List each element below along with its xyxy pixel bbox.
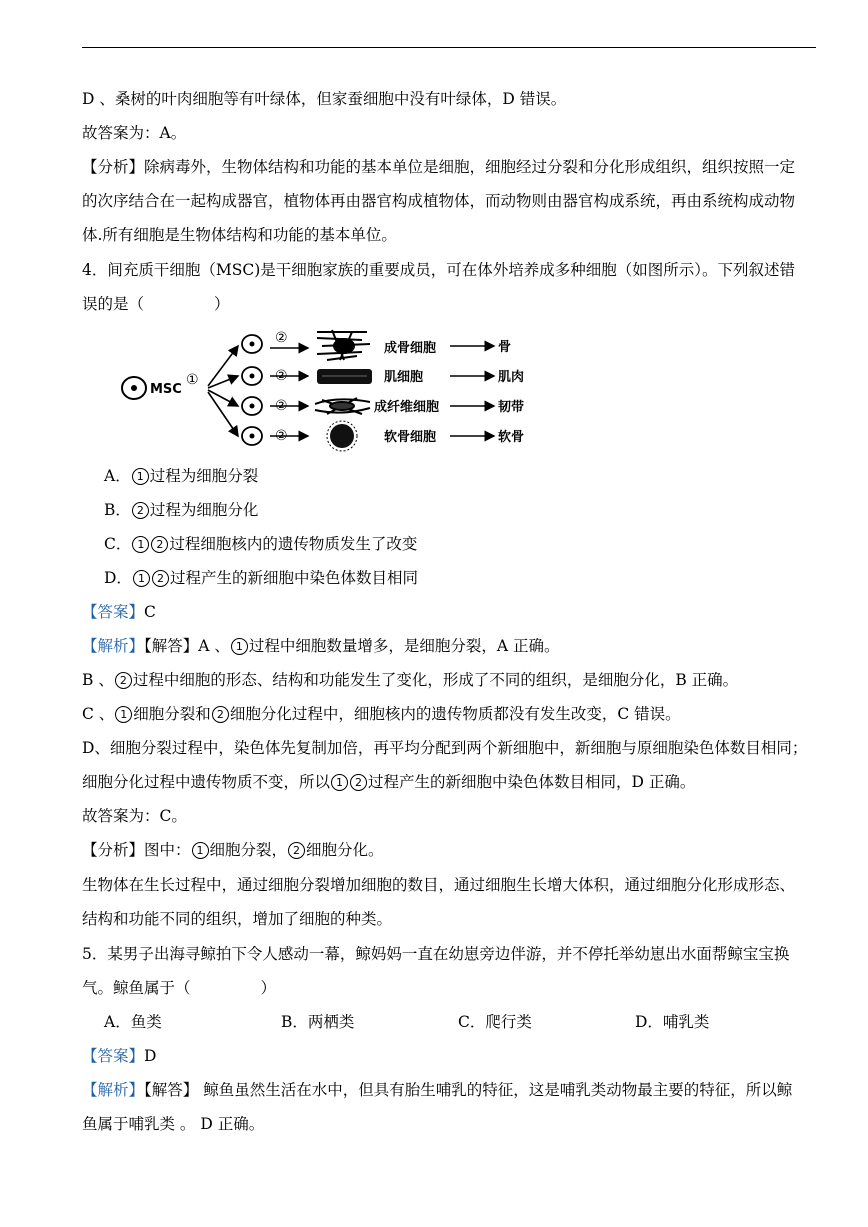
cartilage-cell-image	[327, 421, 357, 451]
answer-line: 【答案】C	[82, 603, 156, 621]
summary-line: 生物体在生长过程中，通过细胞分裂增加细胞的数目，通过细胞生长增大体积，通过细胞分化形成形态、	[82, 876, 796, 894]
text-line: D 、桑树的叶肉细胞等有叶绿体，但家蚕细胞中没有叶绿体，D 错误。	[82, 90, 567, 108]
msc-differentiation-diagram	[112, 326, 562, 454]
header-rule	[82, 47, 816, 48]
analysis-tag: 【分析】	[82, 158, 145, 176]
daughter-nuclei	[250, 342, 255, 439]
final-answer: 故答案为：C。	[82, 807, 187, 825]
analysis-line: 【分析】图中： 1 细胞分裂， 2 细胞分化。	[82, 841, 384, 859]
explanation-line: D、细胞分裂过程中，染色体先复制加倍，再平均分配到两个新细胞中，新细胞与原细胞染色体数目相同；	[82, 739, 808, 757]
question-5-stem: 气。鲸鱼属于（ ）	[82, 979, 277, 997]
product-label: 韧带	[498, 400, 525, 415]
text-line: 体.所有细胞是生物体结构和功能的基本单位。	[82, 226, 397, 244]
option-d: D． 1 2 过程产生的新细胞中染色体数目相同	[104, 569, 418, 587]
step-2-arrows	[270, 348, 308, 436]
msc-cell	[122, 377, 146, 399]
msc-label: MSC	[150, 382, 182, 397]
question-5-options	[104, 1011, 844, 1033]
product-label: 肌肉	[498, 370, 525, 385]
cell-type-label: 成纤维细胞	[374, 400, 440, 415]
option-b: B． 2 过程为细胞分化	[104, 501, 259, 519]
explanation-line: 细胞分化过程中遗传物质不变，所以 1 2 过程产生的新细胞中染色体数目相同，D 正确。	[82, 773, 696, 791]
step-2-label: ②	[275, 330, 288, 346]
step-2-label: ②	[275, 368, 288, 384]
product-label: 软骨	[498, 430, 525, 445]
step-1-label: ①	[186, 372, 199, 388]
cell-type-label: 软骨细胞	[384, 430, 437, 445]
option-a: A． 1 过程为细胞分裂	[104, 467, 259, 485]
text-line: 的次序结合在一起构成器官，植物体再由器官构成植物体，而动物则由器官构成系统，再由系统构成动物	[82, 192, 796, 210]
daughter-cells	[242, 335, 262, 445]
product-label: 骨	[498, 340, 512, 355]
option-c: C． 1 2 过程细胞核内的遗传物质发生了改变	[104, 535, 418, 553]
question-5-stem: 5．某男子出海寻鲸拍下令人感动一幕，鲸妈妈一直在幼崽旁边伴游，并不停托举幼崽出水面帮鲸宝宝换	[82, 945, 790, 963]
option-b: B．两栖类	[281, 1013, 355, 1031]
answer-tag: 【答案】	[82, 1047, 145, 1065]
explanation-line: 鱼属于哺乳类 。 D 正确。	[82, 1115, 265, 1133]
cell-type-label: 肌细胞	[384, 370, 424, 385]
option-d: D．哺乳类	[635, 1013, 710, 1031]
muscle-cell-image	[317, 369, 372, 384]
answer-tag: 【答案】	[82, 603, 145, 621]
step-2-label: ②	[275, 428, 288, 444]
bone-cell-image	[317, 330, 370, 360]
branch-arrows	[208, 346, 238, 436]
fibroblast-image	[315, 398, 370, 414]
step-2-label: ②	[275, 398, 288, 414]
question-4-stem: 4．间充质干细胞（MSC)是干细胞家族的重要成员，可在体外培养成多种细胞（如图所示）。下列叙述错	[82, 261, 796, 279]
answer-line: 【答案】D	[82, 1047, 157, 1065]
text-line: 【分析】除病毒外，生物体结构和功能的基本单位是细胞，细胞经过分裂和分化形成组织，组织按照一定	[82, 158, 796, 176]
explanation-line: 【解析】【解答】 鲸鱼虽然生活在水中，但具有胎生哺乳的特征，这是哺乳类动物最主要的特征，所以鲸	[82, 1081, 793, 1099]
cell-type-label: 成骨细胞	[384, 341, 437, 356]
summary-line: 结构和功能不同的组织，增加了细胞的种类。	[82, 910, 393, 928]
text-line: 故答案为：A。	[82, 124, 187, 142]
question-4-stem: 误的是（ ）	[82, 295, 230, 313]
explanation-tag: 【解析】	[82, 1081, 145, 1099]
option-c: C．爬行类	[458, 1013, 532, 1031]
explanation-tag: 【解析】	[82, 637, 145, 655]
explanation-line: C 、 1 细胞分裂和 2 细胞分化过程中，细胞核内的遗传物质都没有发生改变，C 错误。	[82, 705, 681, 723]
explanation-line: 【解析】【解答】A 、 1 过程中细胞数量增多，是细胞分裂，A 正确。	[82, 637, 560, 655]
option-a: A．鱼类	[104, 1013, 162, 1031]
explanation-line: B 、 2 过程中细胞的形态、结构和功能发生了变化，形成了不同的组织，是细胞分化，B 正确。	[82, 671, 739, 689]
product-arrows	[450, 346, 494, 436]
